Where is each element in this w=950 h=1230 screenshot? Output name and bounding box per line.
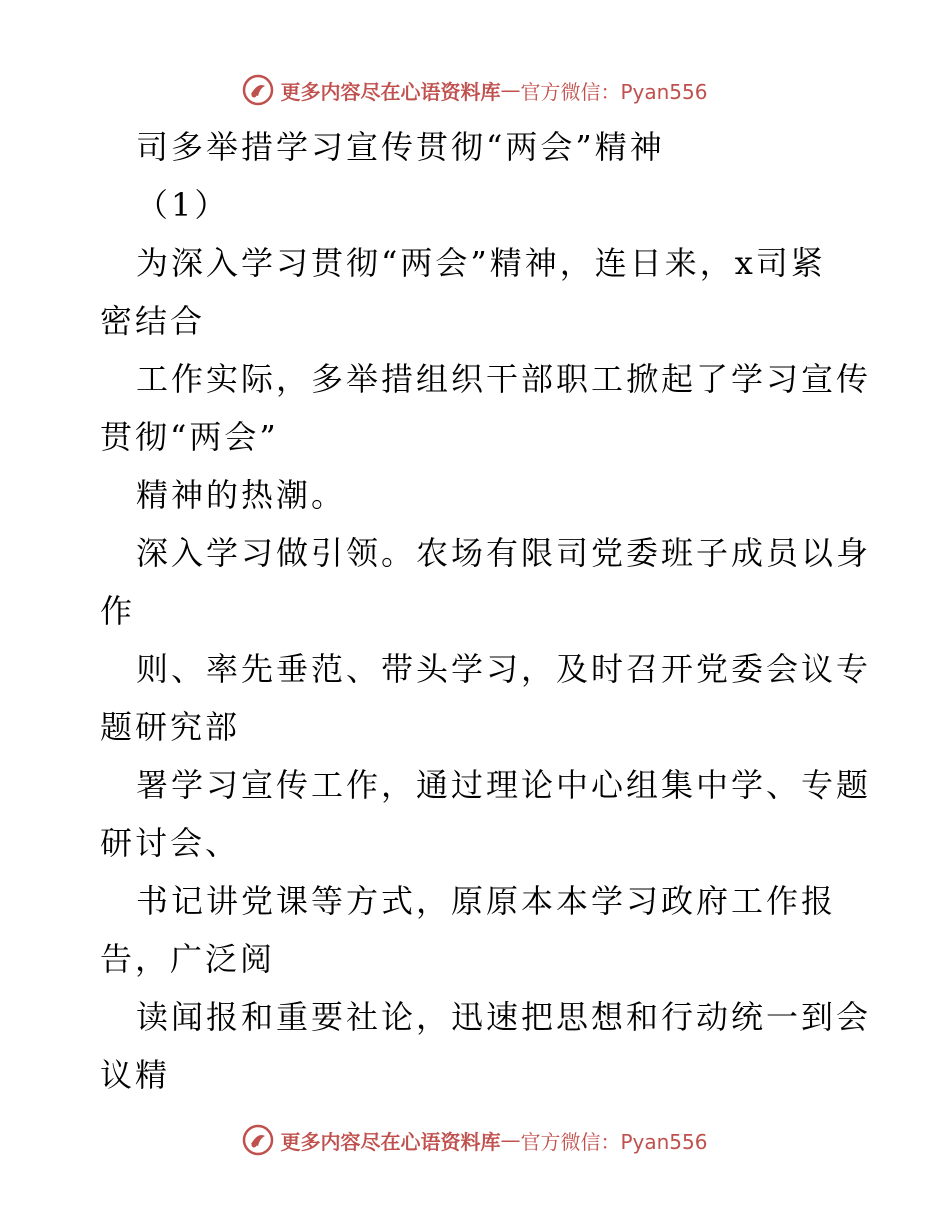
- header-separator: —: [500, 78, 521, 102]
- footer-brand: 更多内容尽在心语资料库: [280, 1129, 501, 1154]
- paragraph-line: 工作实际，多举措组织干部职工掀起了学习宣传: [136, 360, 872, 398]
- paragraph-line: 作: [100, 592, 136, 630]
- section-number: （1）: [136, 186, 230, 224]
- paragraph-line: 读闻报和重要社论，迅速把思想和行动统一到会: [136, 998, 872, 1036]
- paragraph-line: 则、率先垂范、带头学习，及时召开党委会议专: [136, 650, 872, 688]
- document-body: [100, 118, 872, 1104]
- paragraph-line: 贯彻“两会”: [100, 418, 279, 456]
- paragraph-line: 为深入学习贯彻“两会”精神，连日来，x司紧: [136, 244, 826, 282]
- paragraph-line: 告，广泛阅: [100, 940, 276, 978]
- footer-contact: 官方微信：Pyan556: [520, 1129, 708, 1154]
- paragraph-line: 署学习宣传工作，通过理论中心组集中学、专题: [136, 766, 872, 804]
- paragraph-line: 研讨会、: [100, 824, 241, 862]
- paragraph-line: 密结合: [100, 302, 206, 340]
- red-scroll-logo-icon: [242, 1124, 274, 1156]
- footer-watermark: [0, 1120, 950, 1160]
- paragraph-line: 书记讲党课等方式，原原本本学习政府工作报: [136, 882, 837, 920]
- paragraph-line: 议精: [100, 1056, 171, 1094]
- footer-separator: —: [500, 1128, 521, 1152]
- document-title: 司多举措学习宣传贯彻“两会”精神: [136, 128, 665, 166]
- paragraph-line: 深入学习做引领。农场有限司党委班子成员以身: [136, 534, 872, 572]
- header-watermark: [0, 70, 950, 110]
- paragraph-line: 题研究部: [100, 708, 241, 746]
- header-brand: 更多内容尽在心语资料库: [280, 79, 501, 104]
- paragraph-line: 精神的热潮。: [136, 476, 347, 514]
- red-scroll-logo-icon: [242, 74, 274, 106]
- header-contact: 官方微信：Pyan556: [520, 79, 708, 104]
